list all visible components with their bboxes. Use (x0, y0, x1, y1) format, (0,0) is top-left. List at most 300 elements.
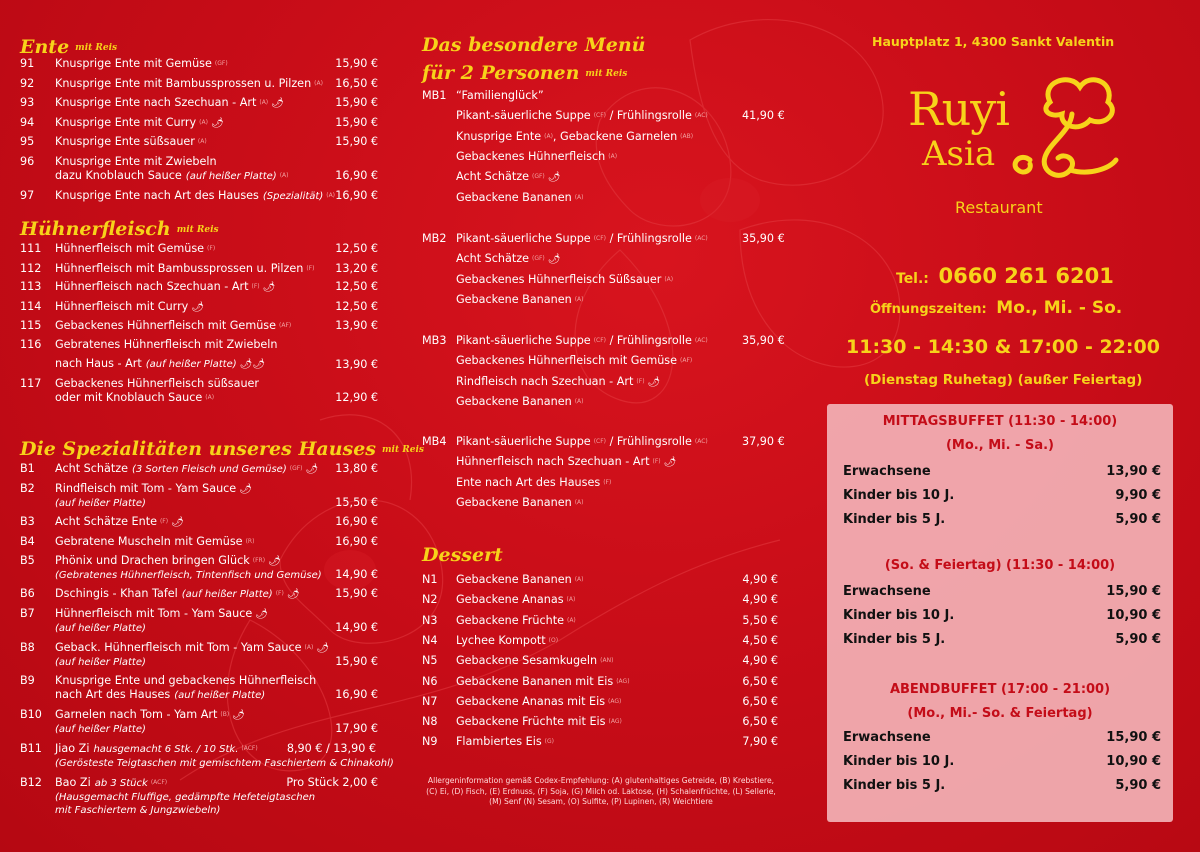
buffet-days: (Mo., Mi. - Sa.) (945, 438, 1054, 453)
allergen-code: (A) (574, 397, 584, 405)
allergen-code: (GF) (289, 465, 303, 472)
item-number: N1 (422, 573, 438, 586)
allergen-code: (A) (544, 132, 553, 140)
item-price: 16,50 € (335, 77, 378, 90)
buffet-price-value: 15,90 € (1106, 730, 1161, 745)
item-name (55, 57, 228, 70)
item-number: 117 (20, 377, 42, 390)
allergen-code: (AN) (600, 657, 614, 665)
item-name (55, 338, 278, 371)
item-price: 14,90 € (335, 568, 378, 581)
item-price: 15,90 € (335, 96, 378, 109)
buffet-price-label: Erwachsene (843, 464, 931, 479)
item-name (456, 695, 621, 708)
set-menu-code: MB3 (422, 334, 447, 347)
item-name (55, 462, 318, 476)
item-description-text: (Hausgemacht Fluffige, gedämpfte Hefeteigtaschen (55, 792, 316, 803)
item-name-text: Knusprige Ente nach Art des Hauses (55, 189, 259, 202)
allergen-code: (A) (314, 80, 323, 87)
item-name (55, 319, 291, 332)
item-description-text: (auf heißer Platte) (55, 498, 146, 509)
allergen-code: (A) (566, 596, 576, 604)
heading-line: für 2 Personen (422, 62, 580, 84)
chili-icon: 🌶 (255, 609, 268, 620)
chili-icon: 🌶 (232, 710, 245, 721)
buffet-price-label: Kinder bis 5 J. (843, 512, 946, 527)
allergen-code: (B) (220, 711, 230, 718)
item-number: 97 (20, 189, 35, 202)
buffet-price-label: Kinder bis 10 J. (843, 488, 955, 503)
item-name-text: Hühnerfleisch mit Bambussprossen u. Pilzen (55, 262, 304, 275)
item-description-text: (auf heißer Platte) (55, 657, 146, 668)
item-number: 91 (20, 57, 35, 70)
section-heading (20, 36, 117, 58)
item-price: 12,50 € (335, 280, 378, 293)
item-note: (auf heißer Platte) (185, 171, 277, 182)
allergen-code: (GF) (531, 173, 545, 181)
item-description (55, 622, 268, 635)
dish-name-continued: / Frühlingsrolle (606, 334, 692, 347)
item-name (456, 614, 576, 627)
dish-name: Pikant-säuerliche Suppe (456, 232, 591, 245)
item-price: 13,90 € (335, 319, 378, 332)
set-menu-line-text (456, 130, 693, 143)
set-menu-line-text (456, 293, 584, 306)
item-name (55, 377, 259, 404)
section-subtitle: mit Reis (176, 225, 219, 235)
set-menu-line-text (456, 191, 584, 204)
chili-icon: 🌶 (316, 643, 330, 654)
dish-name-continued: / Frühlingsrolle (606, 109, 692, 123)
address: Hauptplatz 1, 4300 Sankt Valentin (872, 34, 1115, 49)
dish-name-continued: / Frühlingsrolle (606, 232, 692, 245)
set-menu-code: MB2 (422, 232, 447, 245)
set-menu-line-text (456, 89, 544, 102)
buffet-price-label: Kinder bis 10 J. (843, 754, 955, 769)
item-number: B6 (20, 587, 35, 600)
set-menu-line-text (456, 476, 611, 489)
item-name-text: Gebackenes Hühnerfleisch mit Gemüse (55, 319, 277, 332)
item-price: 13,80 € (335, 462, 378, 475)
buffet-price-panel (827, 404, 1173, 822)
item-number: N4 (422, 633, 438, 647)
allergen-code: (F) (306, 265, 315, 272)
chili-icon: 🌶🌶 (239, 359, 266, 370)
phone-label: Tel.: (896, 271, 929, 287)
allergen-code: (AC) (694, 438, 708, 445)
dish-name: Gebackenes Hühnerfleisch mit Gemüse (456, 354, 678, 368)
item-name (456, 654, 613, 667)
rest-day-note: (Dienstag Ruhetag) (außer Feiertag) (864, 372, 1143, 388)
dish-name: Pikant-säuerliche Suppe (456, 435, 591, 448)
item-note: ab 3 Stück (94, 778, 148, 789)
section-title: Hühnerfleisch (20, 218, 171, 240)
item-note: hausgemacht 6 Stk. / 10 Stk. (93, 744, 239, 755)
item-name-text: Geback. Hühnerfleisch mit Tom - Yam Sauce (55, 641, 302, 654)
allergen-information-line: (C) Ei, (D) Fisch, (E) Erdnuss, (F) Soja, (G) Milch od. Laktose, (H) Schalenfrüchte, (L) Sellerie, (426, 786, 776, 796)
set-menu-line-text (456, 455, 676, 469)
item-name (55, 641, 329, 669)
item-name (55, 515, 184, 529)
item-number: B8 (20, 641, 35, 654)
item-name-text: Hühnerfleisch mit Gemüse (55, 242, 205, 255)
chili-icon: 🌶 (547, 172, 561, 184)
allergen-code: (A) (574, 193, 584, 201)
allergen-code: (AG) (608, 697, 622, 705)
item-name-text: Hühnerfleisch mit Curry (55, 300, 189, 313)
item-name-text: Gebackene Ananas (456, 593, 564, 607)
item-price: 4,90 € (742, 654, 778, 668)
item-number: B10 (20, 708, 42, 721)
set-menu-line-text (456, 232, 708, 245)
item-number: 112 (20, 262, 42, 275)
item-note: (3 Sorten Fleisch und Gemüse) (131, 464, 287, 475)
item-name-text: Acht Schätze Ente (55, 515, 157, 528)
item-description-text: mit Faschiertem & Jungzwiebeln) (55, 805, 221, 816)
item-name (55, 155, 289, 183)
dish-name: Pikant-säuerliche Suppe (456, 109, 591, 123)
item-name (55, 674, 316, 702)
set-menu-line-text (456, 109, 708, 122)
dish-name: Gebackene Bananen (456, 190, 572, 204)
item-name-text: Gebackene Bananen (456, 573, 572, 586)
allergen-code: (GF) (214, 60, 228, 67)
item-name (55, 116, 224, 130)
item-price: 15,90 € (335, 655, 378, 668)
opening-days: Mo., Mi. - So. (996, 298, 1123, 318)
item-number: B11 (20, 742, 42, 755)
item-price: 14,90 € (335, 621, 378, 634)
allergen-code: (AC) (694, 112, 708, 120)
item-price: 5,50 € (742, 613, 778, 627)
item-second-line (55, 169, 289, 183)
item-number: B7 (20, 607, 35, 620)
item-name-text: Gebackene Bananen mit Eis (456, 674, 614, 688)
item-second-line-text: nach Art des Hauses (55, 688, 171, 701)
item-note: (auf heißer Platte) (145, 359, 237, 370)
item-name (456, 573, 584, 586)
allergen-code: (AB) (680, 132, 694, 140)
item-name-text: Knusprige Ente mit Gemüse (55, 57, 212, 70)
dish-name: Gebackenes Hühnerfleisch Süßsauer (456, 272, 662, 286)
dish-name: Rindfleisch nach Szechuan - Art (456, 374, 634, 388)
buffet-price-label: Kinder bis 5 J. (843, 632, 946, 647)
allergen-code: (F) (207, 245, 216, 252)
allergen-code: (A) (574, 576, 584, 583)
item-price: 12,50 € (335, 300, 378, 313)
item-number: 114 (20, 300, 42, 313)
item-name-text: Gebratenes Hühnerfleisch mit Zwiebeln (55, 338, 278, 351)
item-name-text: Knusprige Ente und gebackenes Hühnerfleisch (55, 674, 317, 687)
item-number: B3 (20, 515, 35, 528)
item-description-text: (auf heißer Platte) (55, 623, 146, 634)
item-price: 15,90 € (335, 135, 378, 148)
allergen-information-line: Allergeninformation gemäß Codex-Empfehlung: (A) glutenhaltiges Getreide, (B) Krebstiere, (427, 776, 775, 785)
dish-name: Acht Schätze (456, 252, 529, 266)
buffet-price-label: Erwachsene (843, 730, 931, 745)
item-number: N6 (422, 674, 438, 688)
item-description-text: (Gebratenes Hühnerfleisch, Tintenfisch und Gemüse) (55, 570, 322, 581)
item-name (55, 587, 300, 601)
section-heading (20, 438, 424, 460)
buffet-price-value: 5,90 € (1115, 632, 1161, 647)
set-menu-line-text (456, 375, 660, 389)
item-price: 4,90 € (742, 593, 778, 607)
section-subtitle: mit Reis (75, 43, 118, 53)
item-price: 16,90 € (335, 535, 378, 548)
logo-text-ruyi: Ruyi (908, 82, 1009, 136)
chili-icon: 🌶 (663, 457, 677, 469)
item-name-text: Hühnerfleisch mit Tom - Yam Sauce (55, 607, 253, 620)
chili-icon: 🌶 (268, 556, 281, 567)
buffet-title: (So. & Feiertag) (11:30 - 14:00) (884, 558, 1116, 573)
chili-icon: 🌶 (210, 118, 224, 129)
chili-icon: 🌶 (271, 98, 284, 109)
item-number: B2 (20, 482, 35, 495)
menu-for-two-heading-line2 (422, 62, 627, 84)
item-second-line (55, 357, 278, 371)
allergen-code: (A) (279, 172, 289, 179)
item-number: 111 (20, 242, 42, 255)
item-name-text: Lychee Kompott (456, 633, 546, 647)
item-name (55, 776, 315, 817)
dish-name: “Familienglück” (456, 89, 544, 102)
allergen-code: (F) (275, 590, 284, 597)
dish-name: Hühnerfleisch nach Szechuan - Art (456, 455, 650, 469)
item-name-text: Gebackene Sesamkugeln (456, 654, 598, 668)
set-menu-line-text (456, 273, 673, 286)
buffet-price-label: Kinder bis 10 J. (843, 608, 955, 623)
item-description (55, 569, 322, 582)
item-name-text: Gebackene Ananas mit Eis (456, 694, 606, 708)
section-title: Dessert (422, 544, 503, 566)
item-number: B12 (20, 776, 42, 789)
item-name (456, 715, 622, 728)
allergen-code: (CF) (593, 112, 607, 120)
opening-hours-line (870, 298, 1122, 318)
allergen-code: (A) (608, 152, 618, 160)
item-price: 6,50 € (742, 694, 778, 708)
buffet-title: MITTAGSBUFFET (11:30 - 14:00) (882, 414, 1118, 429)
allergen-code: (A) (566, 616, 576, 624)
item-name (55, 262, 314, 275)
buffet-price-value: 9,90 € (1115, 488, 1161, 503)
item-name (55, 300, 204, 314)
item-name-text: Gebackenes Hühnerfleisch süßsauer (55, 377, 260, 390)
set-menu-price: 37,90 € (742, 435, 785, 448)
set-menu-price: 35,90 € (742, 232, 785, 245)
allergen-code: (F) (636, 377, 645, 385)
item-price: 4,90 € (742, 573, 778, 586)
item-price: 15,90 € (335, 587, 378, 600)
chili-icon: 🌶 (239, 484, 252, 495)
item-name-text: Knusprige Ente mit Curry (55, 116, 197, 129)
item-name-text: Knusprige Ente mit Bambussprossen u. Pilzen (55, 77, 312, 90)
item-number: 113 (20, 280, 42, 293)
buffet-price-value: 10,90 € (1106, 754, 1161, 769)
item-name (456, 593, 575, 606)
allergen-code: (F) (251, 283, 260, 290)
item-price: 16,90 € (335, 688, 378, 701)
section-subtitle: mit Reis (585, 69, 628, 79)
buffet-price-value: 15,90 € (1106, 584, 1161, 599)
allergen-code: (A) (199, 119, 208, 126)
item-name-text: Gebackene Früchte mit Eis (456, 715, 606, 729)
set-menu-line-text (456, 395, 584, 408)
item-name (55, 135, 207, 148)
set-menu-line-text (456, 252, 560, 266)
item-price: 6,50 € (742, 674, 778, 688)
item-number: 95 (20, 135, 35, 148)
item-name (55, 607, 268, 635)
allergen-code: (F) (652, 458, 661, 466)
item-second-line (55, 688, 316, 702)
dish-name: Gebackenes Hühnerfleisch (456, 149, 606, 163)
cloud-swirl-logo-icon (1010, 72, 1120, 192)
item-price: 8,90 € / 13,90 € (286, 742, 376, 755)
item-price: 16,90 € (335, 169, 378, 182)
item-name (55, 96, 284, 110)
allergen-code: (GF) (531, 255, 545, 263)
set-menu-price: 41,90 € (742, 109, 785, 123)
item-name-text: Flambiertes Eis (456, 735, 542, 749)
chili-icon: 🌶 (305, 464, 319, 475)
item-second-line (55, 391, 259, 404)
logo-text-restaurant: Restaurant (955, 198, 1043, 217)
item-note: (Spezialität) (262, 191, 324, 202)
item-note: (auf heißer Platte) (174, 690, 266, 701)
item-name (55, 554, 322, 582)
set-menu-code: MB4 (422, 435, 447, 448)
item-price: 7,90 € (742, 735, 778, 749)
set-menu-line-text (456, 496, 584, 509)
chili-icon: 🌶 (262, 282, 276, 293)
item-number: N9 (422, 735, 438, 749)
allergen-code: (G) (544, 738, 554, 746)
item-name (55, 77, 323, 90)
allergen-information-line: (M) Senf (N) Sesam, (O) Sulfite, (P) Lupinen, (R) Weichtiere (489, 797, 713, 806)
phone-number[interactable]: 0660 261 6201 (938, 264, 1114, 288)
buffet-price-value: 13,90 € (1106, 464, 1161, 479)
section-title: Die Spezialitäten unseres Hauses (20, 438, 377, 460)
item-name-text: Jiao Zi (55, 742, 90, 755)
item-price: 13,20 € (335, 262, 378, 275)
item-price: 13,90 € (335, 358, 378, 371)
item-name-text: Acht Schätze (55, 462, 128, 475)
item-price: 15,90 € (335, 57, 378, 70)
item-number: N2 (422, 593, 438, 607)
item-number: B5 (20, 554, 35, 567)
buffet-price-value: 10,90 € (1106, 608, 1161, 623)
allergen-code: (CF) (593, 235, 607, 242)
item-price: 16,90 € (335, 189, 378, 202)
item-price: 16,90 € (335, 515, 378, 528)
dish-name: Gebackene Bananen (456, 394, 572, 408)
set-menu-line-text (456, 170, 560, 184)
set-menu-line-text (456, 150, 617, 163)
item-description (55, 656, 329, 669)
item-price: 15,50 € (335, 496, 378, 509)
buffet-title: ABENDBUFFET (17:00 - 21:00) (889, 682, 1111, 697)
set-menu-price: 35,90 € (742, 334, 785, 347)
allergen-code: (A) (304, 644, 314, 651)
item-second-line-text: dazu Knoblauch Sauce (55, 169, 182, 182)
item-number: B4 (20, 535, 35, 548)
item-description (55, 804, 315, 817)
item-name (55, 708, 245, 736)
item-number: 115 (20, 319, 42, 332)
item-name (456, 675, 630, 688)
item-description-text: (Gerösteste Teigtaschen mit gemischtem Faschiertem & Chinakohl) (55, 758, 394, 769)
item-number: N3 (422, 613, 438, 627)
item-price: 12,90 € (335, 391, 378, 404)
allergen-code: (CF) (593, 337, 607, 344)
allergen-code: (FR) (252, 557, 266, 564)
allergen-code: (AG) (608, 718, 622, 726)
allergen-code: (A) (326, 192, 336, 199)
item-price: 4,50 € (742, 633, 778, 647)
phone-line (896, 264, 1114, 288)
section-heading (20, 218, 219, 240)
logo-text-asia: Asia (922, 134, 996, 174)
item-name (55, 280, 275, 294)
allergen-code: (A) (259, 99, 269, 106)
item-name-text: Knusprige Ente mit Zwiebeln (55, 155, 217, 168)
buffet-price-label: Kinder bis 5 J. (843, 778, 946, 793)
allergen-code: (A) (197, 138, 207, 145)
item-name-text: Dschingis - Khan Tafel (55, 587, 178, 600)
menu-for-two-heading (422, 34, 646, 56)
allergen-code: (F) (159, 518, 169, 525)
dish-name: Acht Schätze (456, 170, 529, 184)
item-price: 15,90 € (335, 116, 378, 129)
item-name-text: Rindfleisch mit Tom - Yam Sauce (55, 482, 237, 495)
item-price: 6,50 € (742, 715, 778, 729)
item-price: 17,90 € (335, 722, 378, 735)
allergen-code: (AC) (694, 235, 708, 242)
item-description (55, 757, 394, 770)
dish-name: Pikant-säuerliche Suppe (456, 334, 591, 347)
chili-icon: 🌶 (191, 302, 205, 313)
opening-hours-label: Öffnungszeiten: (870, 302, 987, 317)
item-note: (auf heißer Platte) (181, 589, 273, 600)
item-number: 92 (20, 77, 35, 90)
buffet-price-value: 5,90 € (1115, 512, 1161, 527)
allergen-code: (A) (664, 275, 674, 283)
item-name (456, 634, 558, 647)
chili-icon: 🌶 (171, 517, 184, 528)
item-second-line-text: oder mit Knoblauch Sauce (55, 391, 203, 404)
section-subtitle: mit Reis (382, 445, 424, 455)
item-name (55, 189, 335, 203)
item-description (55, 791, 315, 804)
dessert-heading (422, 544, 503, 566)
item-number: N7 (422, 694, 438, 708)
allergen-information (418, 776, 784, 808)
dish-name-continued: / Frühlingsrolle (606, 435, 692, 448)
dish-name: Knusprige Ente (456, 129, 542, 143)
item-number: 96 (20, 155, 35, 168)
item-name-text: Garnelen nach Tom - Yam Art (55, 708, 218, 721)
item-description (55, 723, 245, 736)
item-number: N8 (422, 715, 438, 729)
set-menu-line-text (456, 334, 708, 347)
allergen-code: (ACF) (241, 745, 258, 752)
item-name (55, 535, 254, 548)
item-second-line-text: nach Haus - Art (55, 357, 142, 370)
item-name-text: Knusprige Ente nach Szechuan - Art (55, 96, 257, 109)
item-name-text: Hühnerfleisch nach Szechuan - Art (55, 280, 249, 293)
